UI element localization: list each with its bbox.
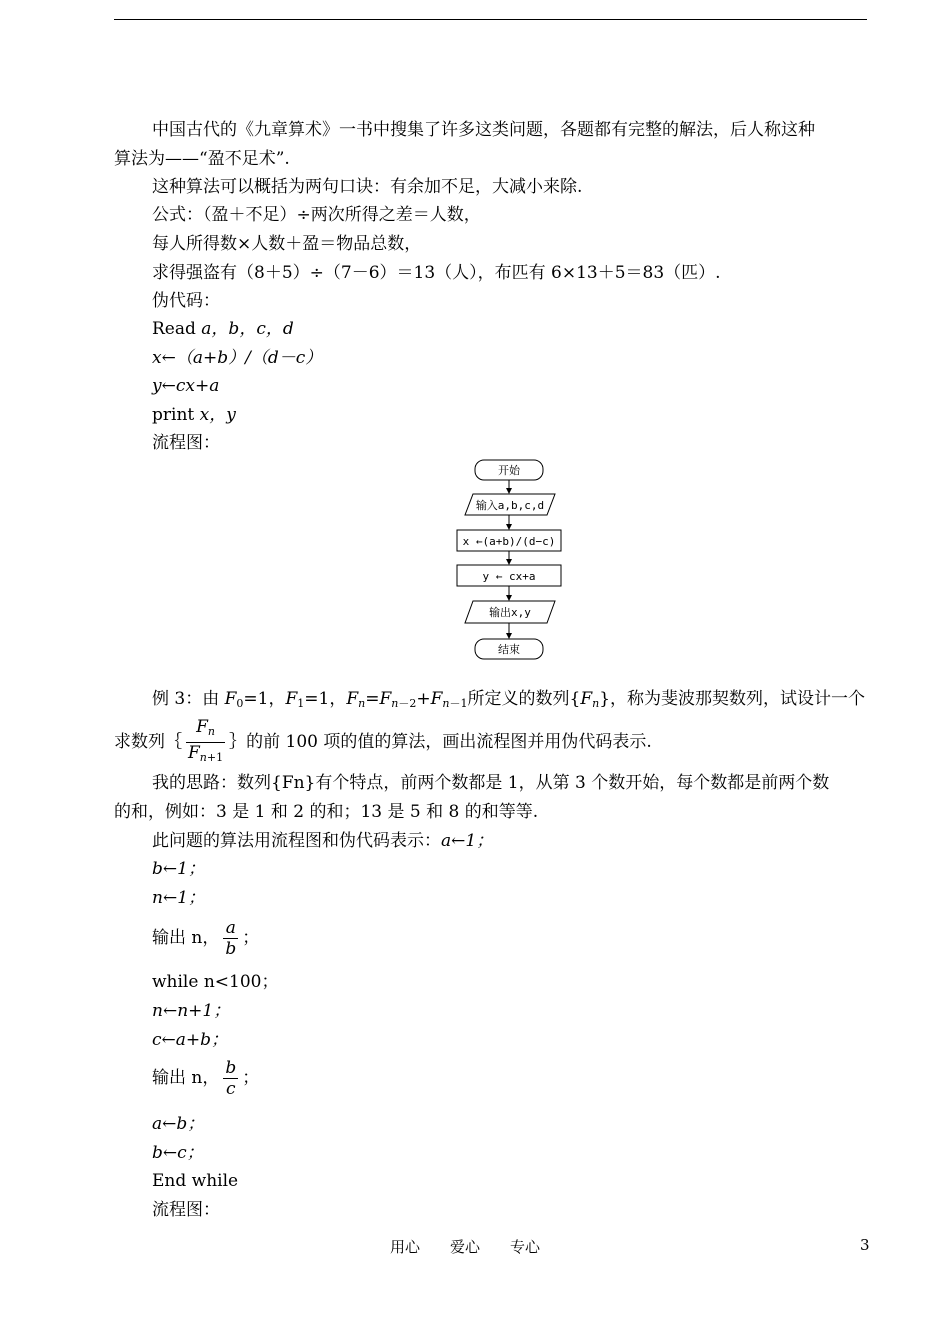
- idea-line2: 的和，例如：3 是 1 和 2 的和；13 是 5 和 8 的和等等.: [114, 802, 539, 822]
- code2-end-while: End while: [152, 1171, 239, 1191]
- fraction-fn: $\frac{F_n}{F_{n+1}}$: [188, 717, 224, 764]
- code2-output1: 输出 n， $\frac{a}{b}$ ；: [152, 918, 260, 959]
- code2-intro: 此问题的算法用流程图和伪代码表示：a←1；: [152, 831, 494, 851]
- code2-n-init: n←1；: [152, 888, 206, 908]
- flowchart-label-1: 流程图：: [152, 433, 220, 453]
- para5: 求得强盗有（8＋5）÷（7－6）＝13（人），布匹有 6×13＋5＝83（匹）.: [152, 263, 721, 283]
- code-x-assign: x←（a+b）/（d－c）: [152, 348, 323, 368]
- code-read: Read a，b，c，d: [152, 319, 294, 339]
- code2-n-inc: n←n+1；: [152, 1001, 231, 1021]
- pseudocode-label: 伪代码：: [152, 291, 220, 311]
- flow-end-text: 结束: [498, 643, 520, 656]
- flowchart-label-2: 流程图：: [152, 1200, 220, 1220]
- code2-b-init: b←1；: [152, 859, 205, 879]
- code2-a-assign: a←b；: [152, 1114, 205, 1134]
- para3: 公式：（盈＋不足）÷两次所得之差＝人数，: [152, 205, 481, 225]
- example3-line1: 例 3：由 $F_0=1$，$F_1=1$，$F_n=F_{n-2}+F_{n-1}$所定义的数列$\{F_n\}$，称为斐波那契数列，试设计一个: [152, 689, 866, 710]
- footer-motto: 用心 爱心 专心: [390, 1238, 541, 1256]
- flow-output-text: 输出x,y: [489, 606, 531, 619]
- para2: 这种算法可以概括为两句口诀：有余加不足，大减小来除.: [152, 177, 583, 197]
- flow-input-text: 输入a,b,c,d: [475, 499, 545, 512]
- code2-output2: 输出 n， $\frac{b}{c}$ ；: [152, 1058, 260, 1099]
- code2-while: while n<100；: [152, 972, 279, 992]
- flow-start-text: 开始: [498, 464, 520, 477]
- fraction-b-c: $\frac{b}{c}$: [225, 1058, 237, 1099]
- code2-b-assign: b←c；: [152, 1143, 204, 1163]
- code-y-assign: y←cx+a: [152, 376, 220, 396]
- para1-line2: 算法为——“盈不足术”.: [114, 149, 290, 169]
- flow-step1-text: x ←(a+b)/(d−c): [462, 535, 556, 548]
- example3-line2: 求数列｛ $\frac{F_n}{F_{n+1}}$ ｝的前 100 项的值的算法，画出流程图并用伪代码表示.: [114, 717, 652, 768]
- page-number: 3: [860, 1236, 870, 1254]
- para4: 每人所得数×人数＋盈＝物品总数，: [152, 234, 422, 254]
- idea-line1: 我的思路：数列{Fn}有个特点，前两个数都是 1，从第 3 个数开始，每个数都是前两个数: [152, 773, 830, 793]
- code-print: print x，y: [152, 405, 236, 425]
- fraction-a-b: $\frac{a}{b}$: [225, 918, 237, 959]
- code2-c-assign: c←a+b；: [152, 1030, 229, 1050]
- flowchart-1: [455, 457, 565, 662]
- para1-line1: 中国古代的《九章算术》一书中搜集了许多这类问题，各题都有完整的解法，后人称这种: [152, 120, 815, 140]
- flow-step2-text: y ← cx+a: [482, 570, 536, 583]
- header-rule: [114, 19, 867, 20]
